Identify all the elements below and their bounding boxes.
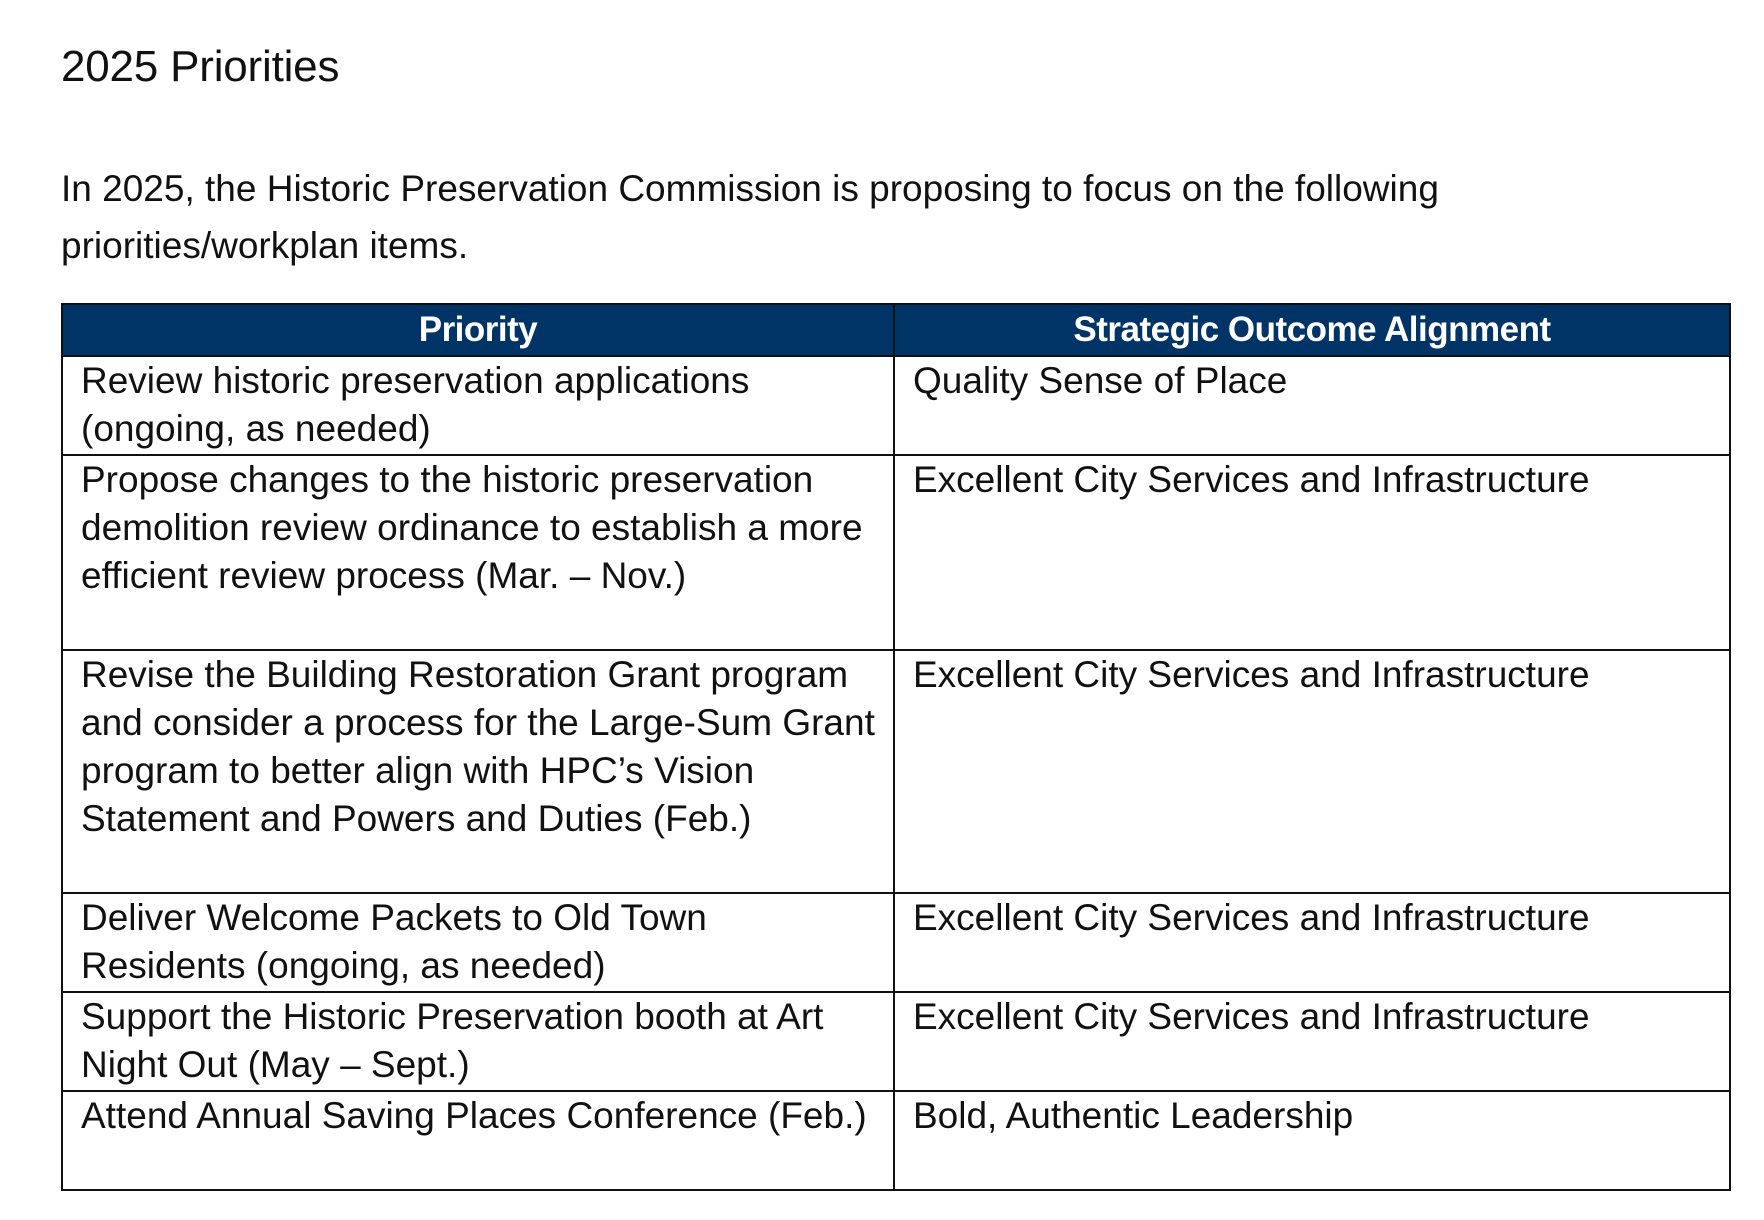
table-row	[62, 1091, 1730, 1190]
priority-cell: Support the Historic Preservation booth at Art Night Out (May – Sept.)	[62, 992, 894, 1091]
header-row	[62, 304, 1730, 356]
table-row	[62, 893, 1730, 992]
priority-cell: Revise the Building Restoration Grant program and consider a process for the Large-Sum Grant program to better align with HPC’s Vision Statement and Powers and Duties (Feb.)	[62, 650, 894, 893]
intro-paragraph: In 2025, the Historic Preservation Commission is proposing to focus on the following priorities/workplan items.	[61, 168, 1439, 266]
page-title: 2025 Priorities	[61, 42, 340, 91]
column-header-priority: Priority	[62, 304, 894, 356]
alignment-cell: Bold, Authentic Leadership	[894, 1091, 1730, 1190]
priority-cell: Deliver Welcome Packets to Old Town Residents (ongoing, as needed)	[62, 893, 894, 992]
priority-cell: Review historic preservation applications (ongoing, as needed)	[62, 356, 894, 455]
priority-cell: Propose changes to the historic preservation demolition review ordinance to establish a more efficient review process (Mar. – Nov.)	[62, 455, 894, 650]
alignment-cell: Excellent City Services and Infrastructure	[894, 893, 1730, 992]
table-row	[62, 992, 1730, 1091]
table-body	[62, 356, 1730, 1190]
column-header-alignment: Strategic Outcome Alignment	[894, 304, 1730, 356]
priority-cell: Attend Annual Saving Places Conference (Feb.)	[62, 1091, 894, 1190]
alignment-cell: Quality Sense of Place	[894, 356, 1730, 455]
alignment-cell: Excellent City Services and Infrastructure	[894, 992, 1730, 1091]
table-row	[62, 650, 1730, 893]
table-row	[62, 455, 1730, 650]
alignment-cell: Excellent City Services and Infrastructure	[894, 650, 1730, 893]
priorities-table	[61, 303, 1731, 1191]
table-row	[62, 356, 1730, 455]
table-header	[62, 304, 1730, 356]
alignment-cell: Excellent City Services and Infrastructure	[894, 455, 1730, 650]
